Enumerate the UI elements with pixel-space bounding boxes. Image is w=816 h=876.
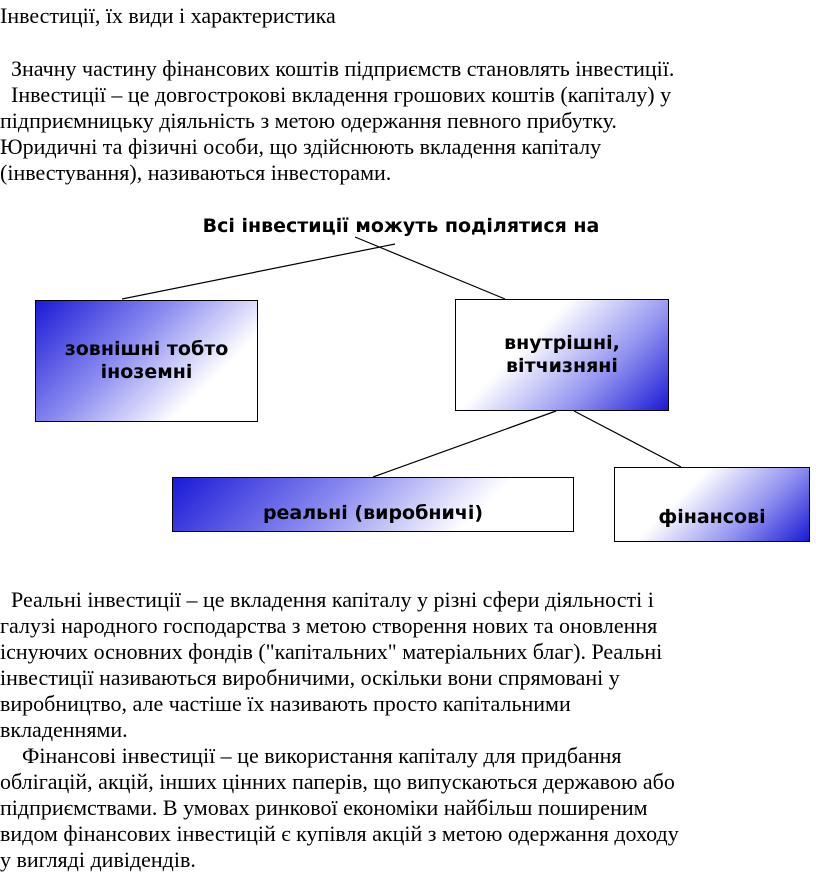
intro-line: Значну частину фінансових коштів підприємств становлять інвестиції. [0,56,675,81]
financial-line: видом фінансових інвестицій є купівля акцій з метою одержання доходу [0,821,679,846]
financial-label: фінансові [658,506,766,528]
connector-title-internal [355,237,505,299]
internal-label: внутрішні, вітчизняні [504,332,620,377]
financial-line: у вигляді дивідендів. [0,847,196,872]
financial-line: підприємствами. В умовах ринкової економіки найбільш поширеним [0,795,648,820]
financial-line: облігацій, акцій, інших цінних паперів, що випускаються державою або [0,769,675,794]
real-line: Реальні інвестиції – це вкладення капіталу у різні сфери діяльності і [0,587,654,612]
page-title: Інвестиції, їх види і характеристика [0,3,336,28]
real-line: вкладеннями. [0,717,128,742]
real-line: існуючих основних фондів ("капітальних" матеріальних благ). Реальні [0,639,663,664]
intro-line: підприємницьку діяльність з метою одержання певного прибутку. [0,108,617,133]
real-line: інвестиції називаються виробничими, оскільки вони спрямовані у [0,665,620,690]
external-box [35,300,258,422]
connector-title-external [122,244,395,299]
connector-internal-real [373,411,556,477]
intro-line: Юридичні та фізичні особи, що здійснюють вкладення капіталу [0,134,602,159]
intro-line: Інвестиції – це довгострокові вкладення грошових коштів (капіталу) у [0,82,672,107]
connector-internal-financial [574,411,681,467]
financial-line: Фінансові інвестиції – це використання капіталу для придбання [0,743,622,768]
diagram-title: Всі інвестиції можуть поділятися на [202,215,600,237]
external-label: зовнішні тобто іноземні [64,338,229,383]
financial-box [614,467,810,542]
internal-box [455,299,669,411]
real-line: виробництво, але частіше їх називають просто капітальними [0,691,571,716]
real-label: реальні (виробничі) [262,502,484,524]
intro-line: (інвестування), називаються інвесторами. [0,160,392,185]
real-box [172,477,574,532]
real-line: галузі народного господарства з метою створення нових та оновлення [0,613,658,638]
